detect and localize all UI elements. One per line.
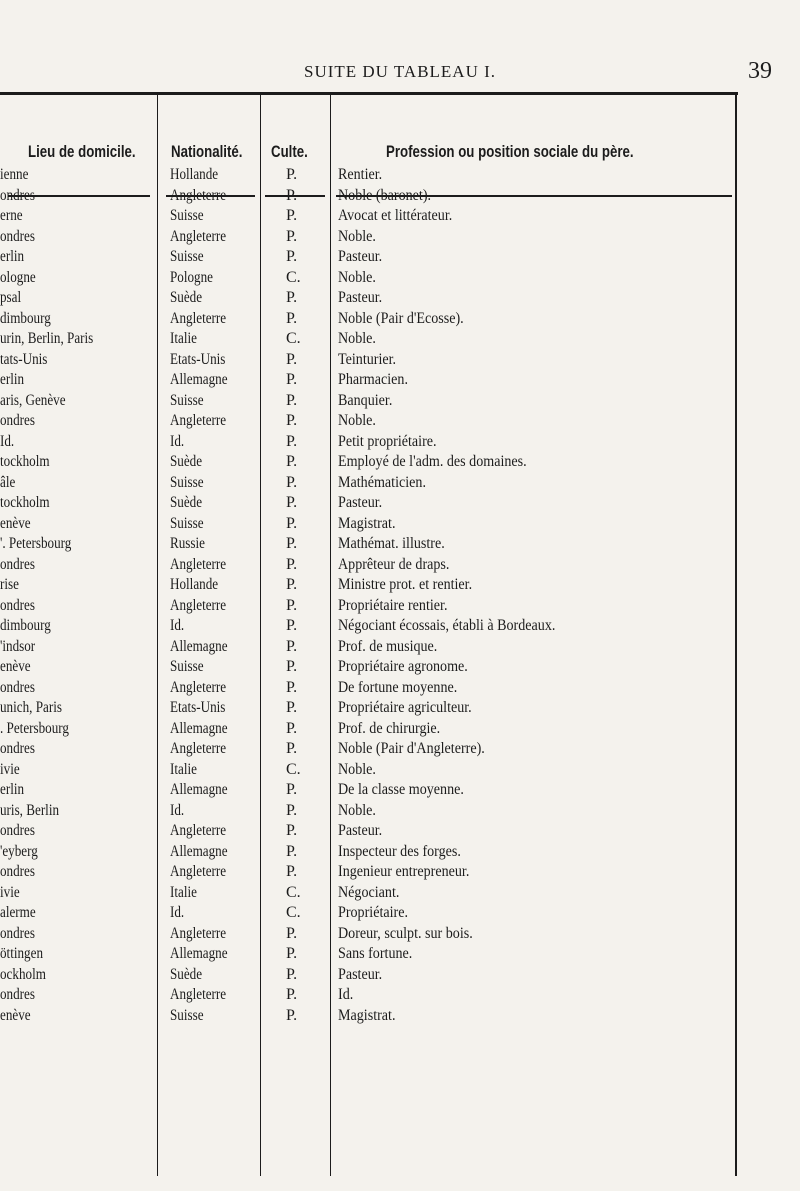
lieu-cell: öttingen bbox=[0, 945, 43, 962]
nationalite-cell: Suède bbox=[170, 453, 203, 470]
nationalite-cell: Angleterre bbox=[170, 227, 227, 245]
table-row bbox=[0, 843, 800, 863]
lieu-cell: dimbourg bbox=[0, 309, 51, 327]
lieu-cell: ondres bbox=[0, 227, 35, 245]
nationalite-cell: Allemagne bbox=[170, 637, 228, 655]
nationalite-cell: Italie bbox=[170, 883, 197, 901]
table-row bbox=[0, 802, 800, 822]
table-row bbox=[0, 822, 800, 842]
culte-cell: C. bbox=[286, 760, 301, 778]
profession-cell: Prof. de musique. bbox=[338, 637, 438, 655]
lieu-cell: ivie bbox=[0, 883, 20, 901]
culte-cell: P. bbox=[286, 473, 298, 491]
profession-cell: Petit propriétaire. bbox=[338, 432, 437, 450]
profession-cell: Noble. bbox=[338, 801, 376, 819]
culte-cell: P. bbox=[286, 166, 298, 183]
lieu-cell: ondres bbox=[0, 986, 35, 1003]
profession-cell: Magistrat. bbox=[338, 514, 396, 532]
nationalite-cell: Angleterre bbox=[170, 863, 227, 880]
lieu-cell: unich, Paris bbox=[0, 699, 62, 716]
profession-cell: Noble. bbox=[338, 227, 376, 245]
culte-cell: P. bbox=[286, 350, 298, 368]
profession-cell: Apprêteur de draps. bbox=[338, 555, 450, 573]
profession-cell: Prof. de chirurgie. bbox=[338, 719, 441, 737]
table-row bbox=[0, 289, 800, 309]
lieu-cell: tockholm bbox=[0, 453, 50, 470]
culte-cell: P. bbox=[286, 965, 298, 983]
column-header-culte: Culte. bbox=[271, 142, 308, 161]
culte-cell: P. bbox=[286, 658, 298, 675]
profession-cell: Id. bbox=[338, 986, 354, 1003]
culte-cell: P. bbox=[286, 637, 298, 655]
lieu-cell: ienne bbox=[0, 166, 29, 183]
nationalite-cell: Suisse bbox=[170, 514, 204, 532]
profession-cell: Négociant écossais, établi à Bordeaux. bbox=[338, 617, 556, 634]
culte-cell: C. bbox=[286, 904, 301, 921]
lieu-cell: enève bbox=[0, 1006, 31, 1024]
culte-cell: P. bbox=[286, 432, 298, 450]
lieu-cell: ondres bbox=[0, 412, 35, 429]
culte-cell: P. bbox=[286, 227, 298, 245]
profession-cell: Propriétaire agronome. bbox=[338, 658, 468, 675]
culte-cell: C. bbox=[286, 883, 301, 901]
table-row bbox=[0, 371, 800, 391]
table-row bbox=[0, 269, 800, 289]
table-top-rule bbox=[0, 92, 738, 95]
table-row bbox=[0, 187, 800, 207]
lieu-cell: alerme bbox=[0, 904, 36, 921]
lieu-cell: ondres bbox=[0, 822, 35, 839]
table-row bbox=[0, 617, 800, 637]
culte-cell: P. bbox=[286, 596, 298, 614]
table-row bbox=[0, 945, 800, 965]
nationalite-cell: Allemagne bbox=[170, 945, 228, 962]
table-row bbox=[0, 781, 800, 801]
nationalite-cell: Id. bbox=[170, 432, 185, 450]
nationalite-cell: Allemagne bbox=[170, 781, 228, 798]
nationalite-cell: Suisse bbox=[170, 391, 204, 409]
profession-cell: Propriétaire agriculteur. bbox=[338, 699, 472, 716]
nationalite-cell: Allemagne bbox=[170, 719, 228, 737]
table-row bbox=[0, 699, 800, 719]
profession-cell: Noble. bbox=[338, 412, 376, 429]
profession-cell: Pasteur. bbox=[338, 494, 383, 511]
nationalite-cell: Angleterre bbox=[170, 555, 227, 573]
nationalite-cell: Angleterre bbox=[170, 924, 227, 942]
lieu-cell: ivie bbox=[0, 760, 20, 778]
culte-cell: P. bbox=[286, 309, 298, 327]
profession-cell: Pasteur. bbox=[338, 289, 383, 306]
profession-cell: Propriétaire. bbox=[338, 904, 408, 921]
lieu-cell: ologne bbox=[0, 268, 36, 286]
profession-cell: Employé de l'adm. des domaines. bbox=[338, 453, 527, 470]
lieu-cell: rise bbox=[0, 576, 19, 593]
table-row bbox=[0, 863, 800, 883]
profession-cell: Pasteur. bbox=[338, 248, 383, 265]
nationalite-cell: Angleterre bbox=[170, 596, 227, 614]
table-row bbox=[0, 351, 800, 371]
culte-cell: P. bbox=[286, 781, 298, 798]
table-row bbox=[0, 638, 800, 658]
culte-cell: P. bbox=[286, 617, 298, 634]
culte-cell: P. bbox=[286, 740, 298, 757]
profession-cell: Magistrat. bbox=[338, 1006, 396, 1024]
culte-cell: P. bbox=[286, 514, 298, 532]
profession-cell: Noble (baronet). bbox=[338, 186, 432, 204]
nationalite-cell: Angleterre bbox=[170, 678, 227, 696]
profession-cell: Mathémat. illustre. bbox=[338, 535, 445, 552]
table-row bbox=[0, 310, 800, 330]
lieu-cell: erlin bbox=[0, 248, 25, 265]
profession-cell: Noble (Pair d'Ecosse). bbox=[338, 309, 464, 327]
lieu-cell: tockholm bbox=[0, 494, 50, 511]
profession-cell: Doreur, sculpt. sur bois. bbox=[338, 924, 473, 942]
culte-cell: P. bbox=[286, 289, 298, 306]
profession-cell: Noble. bbox=[338, 760, 376, 778]
nationalite-cell: Suisse bbox=[170, 473, 204, 491]
lieu-cell: 'eyberg bbox=[0, 842, 38, 860]
table-row bbox=[0, 597, 800, 617]
table-row bbox=[0, 248, 800, 268]
culte-cell: P. bbox=[286, 248, 298, 265]
culte-cell: P. bbox=[286, 678, 298, 696]
profession-cell: Ingenieur entrepreneur. bbox=[338, 863, 470, 880]
table-row bbox=[0, 576, 800, 596]
nationalite-cell: Angleterre bbox=[170, 309, 227, 327]
lieu-cell: âle bbox=[0, 473, 16, 491]
culte-cell: P. bbox=[286, 822, 298, 839]
nationalite-cell: Suisse bbox=[170, 1006, 204, 1024]
nationalite-cell: Suisse bbox=[170, 207, 204, 224]
nationalite-cell: Italie bbox=[170, 330, 197, 347]
table-row bbox=[0, 884, 800, 904]
profession-cell: Avocat et littérateur. bbox=[338, 207, 453, 224]
culte-cell: P. bbox=[286, 207, 298, 224]
table-row bbox=[0, 925, 800, 945]
lieu-cell: ockholm bbox=[0, 965, 46, 983]
culte-cell: P. bbox=[286, 494, 298, 511]
lieu-cell: 'indsor bbox=[0, 637, 36, 655]
table-row bbox=[0, 412, 800, 432]
nationalite-cell: Italie bbox=[170, 760, 197, 778]
culte-cell: C. bbox=[286, 330, 301, 347]
table-row bbox=[0, 494, 800, 514]
culte-cell: P. bbox=[286, 391, 298, 409]
lieu-cell: aris, Genève bbox=[0, 391, 66, 409]
column-header-lieu: Lieu de domicile. bbox=[28, 142, 136, 161]
table-row bbox=[0, 679, 800, 699]
table-row bbox=[0, 761, 800, 781]
table-row bbox=[0, 658, 800, 678]
nationalite-cell: Suède bbox=[170, 289, 203, 306]
nationalite-cell: Id. bbox=[170, 801, 185, 819]
column-header-nationalite: Nationalité. bbox=[171, 142, 243, 161]
table-row bbox=[0, 228, 800, 248]
table-row bbox=[0, 392, 800, 412]
culte-cell: P. bbox=[286, 453, 298, 470]
lieu-cell: ondres bbox=[0, 555, 35, 573]
table-row bbox=[0, 740, 800, 760]
profession-cell: Rentier. bbox=[338, 166, 383, 183]
nationalite-cell: Suisse bbox=[170, 658, 204, 675]
lieu-cell: ondres bbox=[0, 740, 35, 757]
lieu-cell: erne bbox=[0, 207, 23, 224]
lieu-cell: urin, Berlin, Paris bbox=[0, 330, 94, 347]
culte-cell: P. bbox=[286, 945, 298, 962]
table-body bbox=[0, 166, 800, 1026]
profession-cell: Pasteur. bbox=[338, 822, 383, 839]
nationalite-cell: Allemagne bbox=[170, 371, 228, 388]
culte-cell: P. bbox=[286, 555, 298, 573]
profession-cell: Propriétaire rentier. bbox=[338, 596, 448, 614]
nationalite-cell: Angleterre bbox=[170, 740, 227, 757]
profession-cell: Ministre prot. et rentier. bbox=[338, 576, 473, 593]
profession-cell: De fortune moyenne. bbox=[338, 678, 458, 696]
nationalite-cell: Angleterre bbox=[170, 986, 227, 1003]
table-row bbox=[0, 986, 800, 1006]
nationalite-cell: Suisse bbox=[170, 248, 204, 265]
table-row bbox=[0, 433, 800, 453]
table-row bbox=[0, 904, 800, 924]
table-row bbox=[0, 966, 800, 986]
culte-cell: P. bbox=[286, 986, 298, 1003]
nationalite-cell: Id. bbox=[170, 904, 185, 921]
culte-cell: P. bbox=[286, 186, 298, 204]
lieu-cell: ondres bbox=[0, 678, 35, 696]
culte-cell: P. bbox=[286, 801, 298, 819]
culte-cell: P. bbox=[286, 719, 298, 737]
running-title: SUITE DU TABLEAU I. bbox=[303, 62, 497, 81]
lieu-cell: ondres bbox=[0, 596, 35, 614]
table-row bbox=[0, 453, 800, 473]
nationalite-cell: Angleterre bbox=[170, 186, 227, 204]
profession-cell: Inspecteur des forges. bbox=[338, 842, 461, 860]
culte-cell: P. bbox=[286, 924, 298, 942]
profession-cell: Noble. bbox=[338, 268, 376, 286]
profession-cell: Teinturier. bbox=[338, 350, 397, 368]
column-header-profession: Profession ou position sociale du père. bbox=[386, 142, 634, 161]
culte-cell: P. bbox=[286, 412, 298, 429]
lieu-cell: enève bbox=[0, 514, 31, 532]
table-row bbox=[0, 515, 800, 535]
table-row bbox=[0, 535, 800, 555]
nationalite-cell: Pologne bbox=[170, 268, 214, 286]
profession-cell: Noble. bbox=[338, 330, 376, 347]
culte-cell: P. bbox=[286, 535, 298, 552]
culte-cell: P. bbox=[286, 842, 298, 860]
table-row bbox=[0, 166, 800, 186]
nationalite-cell: Suède bbox=[170, 494, 203, 511]
running-head bbox=[0, 58, 800, 86]
table-row bbox=[0, 207, 800, 227]
nationalite-cell: Etats-Unis bbox=[170, 350, 226, 368]
culte-cell: P. bbox=[286, 699, 298, 716]
culte-cell: P. bbox=[286, 1006, 298, 1024]
profession-cell: De la classe moyenne. bbox=[338, 781, 464, 798]
page-number: 39 bbox=[748, 58, 772, 84]
profession-cell: Pasteur. bbox=[338, 965, 383, 983]
nationalite-cell: Id. bbox=[170, 617, 185, 634]
lieu-cell: uris, Berlin bbox=[0, 801, 60, 819]
lieu-cell: . Petersbourg bbox=[0, 719, 69, 737]
nationalite-cell: Hollande bbox=[170, 576, 219, 593]
lieu-cell: tats-Unis bbox=[0, 350, 48, 368]
culte-cell: P. bbox=[286, 863, 298, 880]
table-row bbox=[0, 1007, 800, 1027]
culte-cell: P. bbox=[286, 371, 298, 388]
profession-cell: Pharmacien. bbox=[338, 371, 408, 388]
profession-cell: Banquier. bbox=[338, 391, 393, 409]
lieu-cell: ondres bbox=[0, 863, 35, 880]
table-row bbox=[0, 720, 800, 740]
lieu-cell: erlin bbox=[0, 371, 25, 388]
culte-cell: P. bbox=[286, 576, 298, 593]
nationalite-cell: Suède bbox=[170, 965, 203, 983]
table-row bbox=[0, 556, 800, 576]
culte-cell: C. bbox=[286, 268, 301, 286]
lieu-cell: erlin bbox=[0, 781, 25, 798]
nationalite-cell: Hollande bbox=[170, 166, 219, 183]
nationalite-cell: Allemagne bbox=[170, 842, 228, 860]
profession-cell: Mathématicien. bbox=[338, 473, 426, 491]
lieu-cell: Id. bbox=[0, 432, 15, 450]
lieu-cell: ondres bbox=[0, 924, 35, 942]
profession-cell: Noble (Pair d'Angleterre). bbox=[338, 740, 485, 757]
table-row bbox=[0, 330, 800, 350]
nationalite-cell: Etats-Unis bbox=[170, 699, 226, 716]
nationalite-cell: Russie bbox=[170, 535, 205, 552]
lieu-cell: psal bbox=[0, 289, 22, 306]
table-row bbox=[0, 474, 800, 494]
lieu-cell: enève bbox=[0, 658, 31, 675]
lieu-cell: ondres bbox=[0, 186, 35, 204]
lieu-cell: '. Petersbourg bbox=[0, 535, 72, 552]
profession-cell: Sans fortune. bbox=[338, 945, 413, 962]
profession-cell: Négociant. bbox=[338, 883, 400, 901]
nationalite-cell: Angleterre bbox=[170, 412, 227, 429]
lieu-cell: dimbourg bbox=[0, 617, 51, 634]
nationalite-cell: Angleterre bbox=[170, 822, 227, 839]
